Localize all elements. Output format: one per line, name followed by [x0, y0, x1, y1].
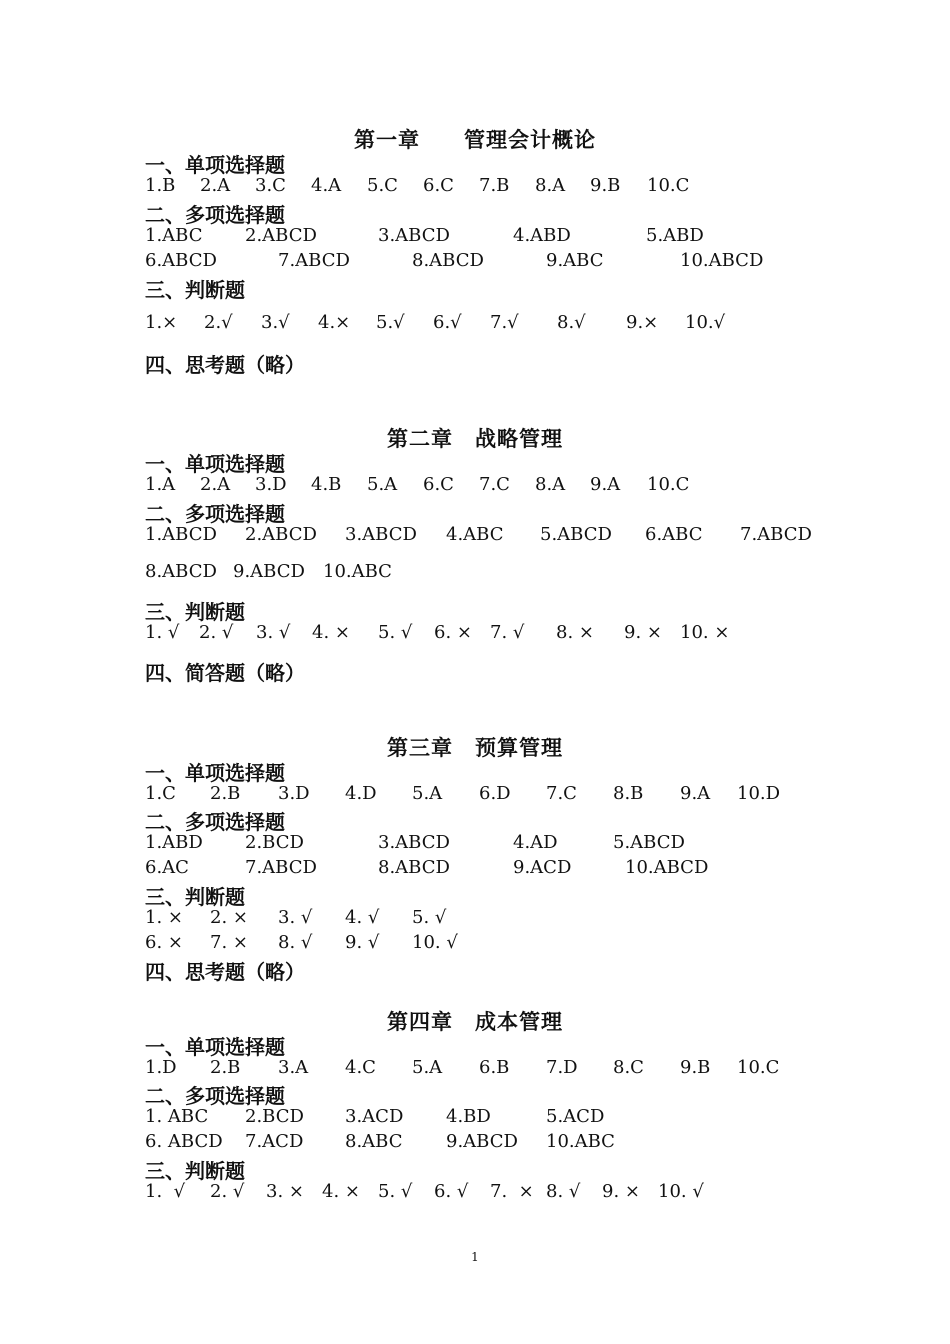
answer: 3. ×	[266, 1181, 304, 1202]
answer: 9.ACD	[513, 857, 572, 878]
answer: 2.A	[200, 175, 231, 196]
answer: 9.A	[680, 783, 711, 804]
answer: 7.ABCD	[740, 524, 812, 545]
answer: 6. ×	[145, 932, 183, 953]
answer: 6.C	[423, 175, 454, 196]
answer: 8.ABCD	[378, 857, 450, 878]
ch3-multi-choice-heading: 二、多项选择题	[145, 810, 285, 834]
ch4-true-false-heading: 三、判断题	[145, 1159, 245, 1183]
answer: 2. ×	[210, 907, 248, 928]
answer: 5.ACD	[546, 1106, 605, 1127]
answer: 3. √	[278, 907, 313, 928]
answer: 1.ABC	[145, 225, 203, 246]
chapter-4-title: 第四章 成本管理	[387, 1010, 563, 1034]
answer: 1.D	[145, 1057, 177, 1078]
ch1-multi-choice-heading: 二、多项选择题	[145, 203, 285, 227]
answer: 8.C	[613, 1057, 644, 1078]
answer: 1.ABCD	[145, 524, 217, 545]
answer: 7. √	[490, 622, 525, 643]
answer: 9.×	[626, 312, 659, 333]
answer: 1.A	[145, 474, 176, 495]
answer: 2.BCD	[245, 832, 304, 853]
ch4-multi-choice-heading: 二、多项选择题	[145, 1084, 285, 1108]
answer: 5.A	[412, 783, 443, 804]
answer: 4. √	[345, 907, 380, 928]
answer: 10.C	[647, 175, 690, 196]
answer: 2.√	[204, 312, 233, 333]
ch2-single-choice-heading: 一、单项选择题	[145, 452, 285, 476]
answer: 8.A	[535, 474, 566, 495]
answer: 1.×	[145, 312, 178, 333]
answer: 3.ABCD	[378, 225, 450, 246]
chapter-3-title: 第三章 预算管理	[387, 736, 563, 760]
answer: 4.BD	[446, 1106, 491, 1127]
ch1-true-false-heading: 三、判断题	[145, 278, 245, 302]
answer: 7.ABCD	[278, 250, 350, 271]
answer: 5.ABCD	[613, 832, 685, 853]
answer: 6. ×	[434, 622, 472, 643]
answer: 5. √	[412, 907, 447, 928]
answer: 7.ABCD	[245, 857, 317, 878]
answer: 5.C	[367, 175, 398, 196]
answer: 2. √	[199, 622, 234, 643]
answer: 6.D	[479, 783, 511, 804]
answer: 2.ABCD	[245, 225, 317, 246]
ch3-true-false-heading: 三、判断题	[145, 885, 245, 909]
answer: 9.ABCD	[233, 561, 305, 582]
answer: 5.√	[376, 312, 405, 333]
answer: 10.ABC	[546, 1131, 615, 1152]
ch4-single-choice-heading: 一、单项选择题	[145, 1035, 285, 1059]
answer: 4.ABD	[513, 225, 571, 246]
chapter-1-title: 第一章 管理会计概论	[354, 128, 596, 152]
answer: 9.B	[680, 1057, 711, 1078]
answer: 6.ABCD	[145, 250, 217, 271]
answer: 7.C	[546, 783, 577, 804]
answer: 4.D	[345, 783, 377, 804]
answer: 3. √	[256, 622, 291, 643]
answer: 4.B	[311, 474, 342, 495]
answer: 8. √	[546, 1181, 581, 1202]
answer: 6.ABC	[645, 524, 703, 545]
answer: 10. √	[412, 932, 458, 953]
answer: 6. √	[434, 1181, 469, 1202]
answer: 4. ×	[312, 622, 350, 643]
answer: 6.√	[433, 312, 462, 333]
answer: 1. √	[145, 1181, 186, 1202]
answer: 7. ×	[490, 1181, 534, 1202]
answer: 7.C	[479, 474, 510, 495]
answer: 8. √	[278, 932, 313, 953]
page-number: 1	[471, 1250, 479, 1264]
answer: 9.ABCD	[446, 1131, 518, 1152]
answer: 10.C	[647, 474, 690, 495]
answer: 1.ABD	[145, 832, 203, 853]
answer: 1. ×	[145, 907, 183, 928]
answer: 3.D	[278, 783, 310, 804]
answer: 2.A	[200, 474, 231, 495]
answer: 9.A	[590, 474, 621, 495]
answer: 1.C	[145, 783, 176, 804]
answer: 9.B	[590, 175, 621, 196]
ch3-single-choice-heading: 一、单项选择题	[145, 761, 285, 785]
answer: 8.ABC	[345, 1131, 403, 1152]
answer: 5.ABD	[646, 225, 704, 246]
answer: 6.C	[423, 474, 454, 495]
answer: 9. ×	[624, 622, 662, 643]
answer: 1.B	[145, 175, 176, 196]
answer: 3.A	[278, 1057, 309, 1078]
ch2-multi-choice-heading: 二、多项选择题	[145, 502, 285, 526]
answer: 9. ×	[602, 1181, 640, 1202]
answer: 10.ABC	[323, 561, 392, 582]
answer: 10. √	[658, 1181, 704, 1202]
ch2-true-false-heading: 三、判断题	[145, 600, 245, 624]
answer: 5.A	[367, 474, 398, 495]
answer: 4.AD	[513, 832, 558, 853]
answer: 6.AC	[145, 857, 189, 878]
answer: 8.ABCD	[145, 561, 217, 582]
answer: 2.BCD	[245, 1106, 304, 1127]
answer: 2.ABCD	[245, 524, 317, 545]
ch2-short-answer-heading: 四、简答题（略）	[145, 661, 305, 685]
answer: 7.B	[479, 175, 510, 196]
answer: 10.ABCD	[680, 250, 764, 271]
answer: 10.√	[685, 312, 726, 333]
answer: 8.A	[535, 175, 566, 196]
answer: 1. √	[145, 622, 180, 643]
answer: 7. ×	[210, 932, 248, 953]
answer: 9.ABC	[546, 250, 604, 271]
answer: 5.A	[412, 1057, 443, 1078]
answer: 5. √	[378, 1181, 413, 1202]
answer: 1. ABC	[145, 1106, 209, 1127]
answer: 8.ABCD	[412, 250, 484, 271]
answer: 3.√	[261, 312, 290, 333]
answer: 5. √	[378, 622, 413, 643]
answer: 2.B	[210, 1057, 241, 1078]
answer: 4.×	[318, 312, 351, 333]
answer: 8. ×	[556, 622, 594, 643]
answer: 10. ×	[680, 622, 730, 643]
answer: 10.D	[737, 783, 781, 804]
ch1-reflection-heading: 四、思考题（略）	[145, 353, 305, 377]
ch3-reflection-heading: 四、思考题（略）	[145, 960, 305, 984]
answer: 6. ABCD	[145, 1131, 223, 1152]
answer: 2. √	[210, 1181, 245, 1202]
answer: 3.C	[255, 175, 286, 196]
answer: 3.D	[255, 474, 287, 495]
answer: 3.ACD	[345, 1106, 404, 1127]
ch1-single-choice-heading: 一、单项选择题	[145, 153, 285, 177]
answer: 2.B	[210, 783, 241, 804]
answer: 6.B	[479, 1057, 510, 1078]
answer: 4.A	[311, 175, 342, 196]
answer: 7.D	[546, 1057, 578, 1078]
answer: 7.ACD	[245, 1131, 304, 1152]
answer: 10.C	[737, 1057, 780, 1078]
answer: 3.ABCD	[378, 832, 450, 853]
answer: 8.√	[557, 312, 586, 333]
answer: 7.√	[490, 312, 519, 333]
answer: 3.ABCD	[345, 524, 417, 545]
answer: 8.B	[613, 783, 644, 804]
answer: 4. ×	[322, 1181, 360, 1202]
answer: 9. √	[345, 932, 380, 953]
answer: 10.ABCD	[625, 857, 709, 878]
answer: 4.ABC	[446, 524, 504, 545]
chapter-2-title: 第二章 战略管理	[387, 427, 563, 451]
answer: 4.C	[345, 1057, 376, 1078]
answer: 5.ABCD	[540, 524, 612, 545]
